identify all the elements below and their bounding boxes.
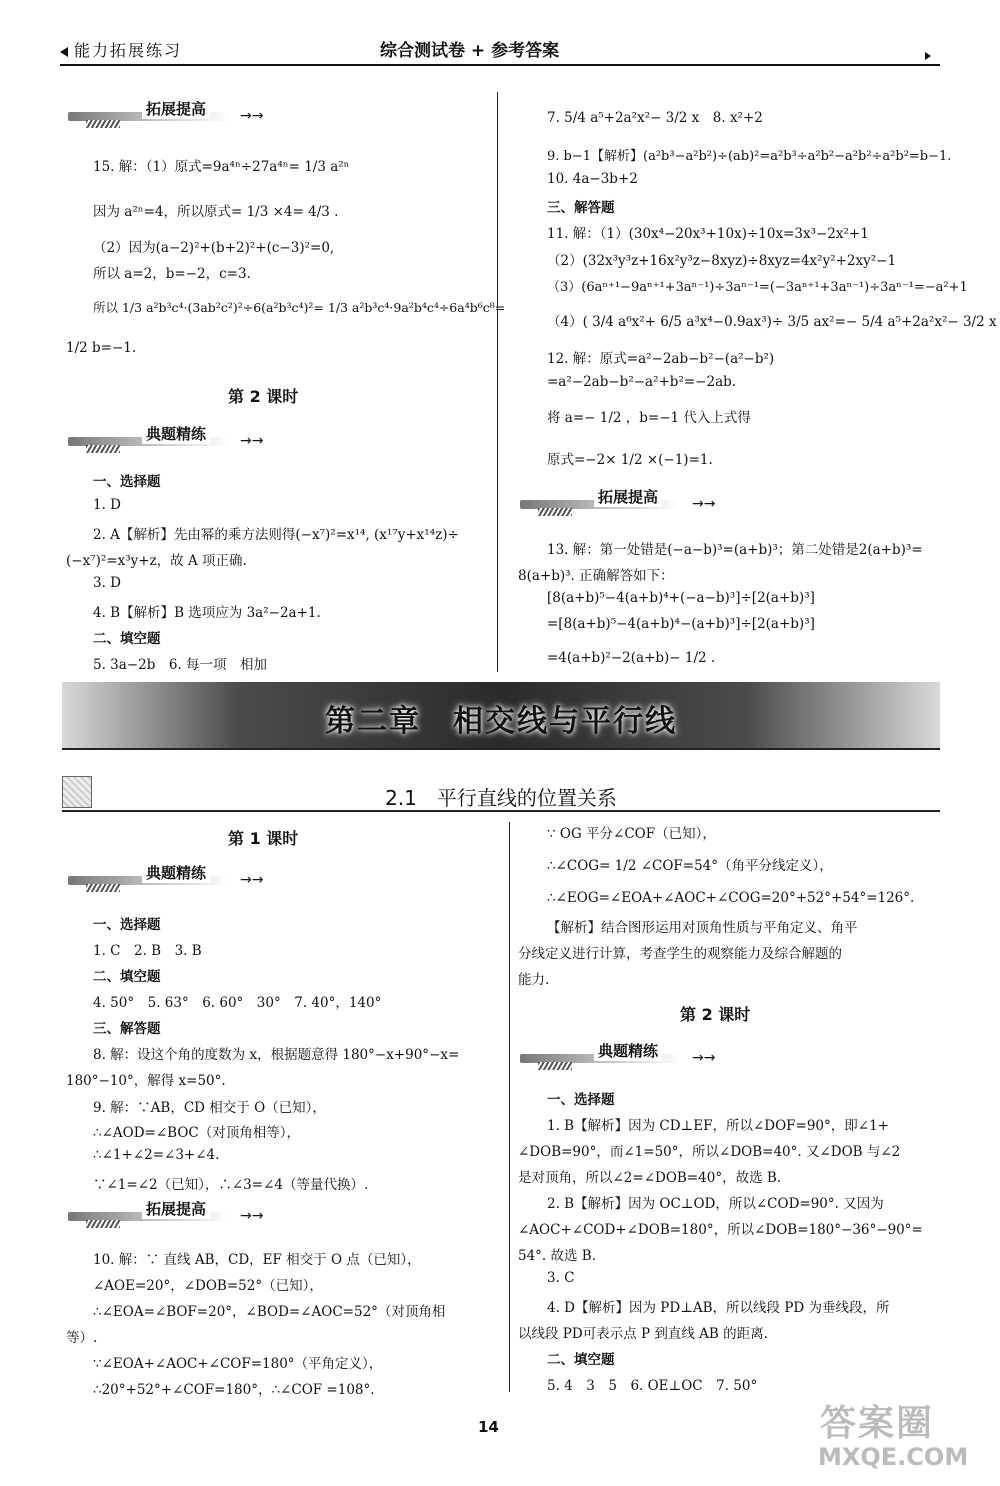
answer-12-line4: 原式=−2× 1/2 ×(−1)=1. [547, 452, 713, 468]
answer-12-line1: 12. 解：原式=a²−2ab−b²−(a²−b²) [547, 351, 775, 367]
left-triangle-icon [60, 47, 68, 57]
section-title-2-1: 2.1 平行直线的位置关系 [385, 786, 617, 810]
answer-b1-line1: 1. B【解析】因为 CD⊥EF，所以∠DOF=90°，即∠1+ [547, 1118, 889, 1134]
answer-9-line4: ∵∠1=∠2（已知），∴∠3=∠4（等量代换）. [93, 1177, 369, 1193]
answer-b1-line3: 是对顶角，所以∠2=∠DOB=40°，故选 B. [518, 1170, 782, 1186]
double-arrow-icon: →→ [692, 496, 716, 512]
section-dianti-1 [68, 423, 278, 457]
q-type-solve-2: 三、解答题 [93, 1021, 161, 1037]
answer-10-line4: 等）. [66, 1330, 98, 1346]
section-title: 拓展提高 [142, 98, 210, 119]
answer-13-line3: [8(a+b)⁵−4(a+b)⁴+(−a−b)³]÷[2(a+b)³] [547, 590, 815, 606]
answer-4-7: 4. 50° 5. 63° 6. 60° 30° 7. 40°，140° [93, 995, 382, 1011]
answer-15-line6: 1/2 b=−1. [66, 340, 137, 356]
answer-10-line1: 10. 解：∵ 直线 AB，CD，EF 相交于 O 点（已知）， [93, 1252, 421, 1268]
answer-10: 10. 4a−3b+2 [547, 171, 638, 187]
section-deco [538, 1062, 572, 1070]
analysis-line1: 【解析】结合图形运用对顶角性质与平角定义、角平 [547, 920, 858, 936]
answer-15-line3: （2）因为(a−2)²+(b+2)²+(c−3)²=0, [93, 240, 335, 256]
answer-8-line1: 8. 解：设这个角的度数为 x，根据题意得 180°−x+90°−x= [93, 1047, 460, 1063]
answer-9: 9. b−1【解析】(a²b³−a²b²)÷(ab)²=a²b³÷a²b²−a²b²÷a²b²=b−1. [547, 149, 952, 164]
answer-13-line4: =[8(a+b)⁵−4(a+b)⁴−(a+b)³]÷[2(a+b)³] [547, 616, 815, 632]
chapter-banner [62, 682, 940, 748]
section-deco [86, 120, 120, 128]
section-dianti-2 [68, 862, 278, 896]
answer-9-line2: ∴∠AOD=∠BOC（对顶角相等）， [93, 1125, 300, 1141]
watermark-text: 答案圈 [820, 1403, 935, 1444]
answer-11-4: （4）( 3/4 a⁶x²+ 6/5 a³x⁴−0.9ax³)÷ 3/5 ax²=− 5/4 a⁵+2a²x²− 3/2 x [547, 314, 997, 330]
analysis-line3: 能力. [518, 972, 550, 988]
section-tuozhan-1 [68, 98, 278, 132]
answer-8-line2: 180°−10°，解得 x=50°. [66, 1073, 226, 1089]
answer-5-6: 5. 3a−2b 6. 每一项 相加 [93, 657, 268, 673]
answer-15-line5: 所以 1/3 a²b³c⁴·(3ab²c²)²÷6(a²b³c⁴)²= 1/3 a²b³c⁴·9a²b⁴c⁴÷6a⁴b⁶c⁸= [93, 300, 506, 315]
double-arrow-icon: →→ [240, 108, 264, 124]
q-type-choice-3: 一、选择题 [547, 1092, 615, 1108]
answer-10-line5: ∵∠EOA+∠AOC+∠COF=180°（平角定义）， [93, 1356, 383, 1372]
column-divider-top [497, 92, 498, 672]
answer-b3: 3. C [547, 1270, 575, 1286]
section-title: 典题精练 [594, 1040, 662, 1061]
answer-9-line3: ∴∠1+∠2=∠3+∠4. [93, 1147, 220, 1163]
section-deco [86, 884, 120, 892]
header-book-title: 能力拓展练习 [74, 41, 183, 60]
header-rule [60, 64, 940, 66]
answer-b1-line2: ∠DOB=90°，而∠1=50°，所以∠DOB=40°. 又∠DOB 与∠2 [518, 1144, 901, 1160]
q-type-solve: 三、解答题 [547, 200, 615, 216]
right-triangle-icon [925, 52, 931, 60]
double-arrow-icon: →→ [240, 433, 264, 449]
answer-10-line2: ∠AOE=20°，∠DOB=52°（已知）， [93, 1278, 323, 1294]
q-type-choice-2: 一、选择题 [93, 917, 161, 933]
answer-7-8: 7. 5/4 a⁵+2a²x²− 3/2 x 8. x²+2 [547, 110, 763, 126]
answer-15-line1: 15. 解：（1）原式=9a⁴ⁿ÷27a⁴ⁿ= 1/3 a²ⁿ [93, 159, 350, 175]
answer-11-3: （3）(6aⁿ⁺¹−9aⁿ⁺¹+3aⁿ⁻¹)÷3aⁿ⁻¹=(−3aⁿ⁺¹+3aⁿ⁻¹)÷3aⁿ⁻¹=−a²+1 [547, 280, 968, 295]
q-type-fill-2: 二、填空题 [93, 969, 161, 985]
watermark-url: MXQE.COM [818, 1443, 969, 1471]
page-number: 14 [478, 1418, 499, 1436]
answer-2: 2. A【解析】先由幂的乘方法则得(−x⁷)²=x¹⁴, (x¹⁷y+x¹⁴z)÷ [93, 527, 459, 543]
answer-b2-line1: 2. B【解析】因为 OC⊥OD，所以∠COD=90°. 又因为 [547, 1196, 884, 1212]
chapter-rule [62, 748, 940, 750]
cont-line1: ∵ OG 平分∠COF（已知）， [547, 826, 716, 842]
cont-line2: ∴∠COG= 1/2 ∠COF=54°（角平分线定义）， [547, 858, 833, 874]
column-divider-bottom [509, 822, 510, 1392]
answer-b2-line2: ∠AOC+∠COD+∠DOB=180°，所以∠DOB=180°−36°−90°= [518, 1222, 923, 1238]
analysis-line2: 分线定义进行计算，考查学生的观察能力及综合解题的 [518, 946, 842, 962]
answer-10-line6: ∴20°+52°+∠COF=180°，∴∠COF =108°. [93, 1382, 375, 1398]
answer-13-line1: 13. 解：第一处错是(−a−b)³=(a+b)³；第二处错是2(a+b)³= [547, 542, 923, 558]
answer-15-line2: 因为 a²ⁿ=4，所以原式= 1/3 ×4= 4/3 . [93, 204, 339, 220]
answer-12-line2: =a²−2ab−b²−a²+b²=−2ab. [547, 374, 737, 390]
q-type-choice: 一、选择题 [93, 474, 161, 490]
section-tuozhan-2 [520, 486, 730, 520]
q-type-fill: 二、填空题 [93, 631, 161, 647]
double-arrow-icon: →→ [692, 1050, 716, 1066]
chapter-title: 第二章 相交线与平行线 [325, 704, 677, 739]
answer-b5-7: 5. 4 3 5 6. OE⊥OC 7. 50° [547, 1378, 758, 1394]
section-2-1-header [62, 776, 940, 812]
answer-10-line3: ∴∠EOA=∠BOF=20°，∠BOD=∠AOC=52°（对顶角相 [93, 1304, 446, 1320]
answer-15-line4: 所以 a=2，b=−2，c=3. [93, 266, 251, 282]
answer-3: 3. D [93, 575, 121, 591]
section-deco [538, 508, 572, 516]
answer-11-1: 11. 解：（1）(30x⁴−20x³+10x)÷10x=3x³−2x²+1 [547, 226, 869, 242]
section-tuozhan-3 [68, 1198, 278, 1232]
section-title: 典题精练 [142, 423, 210, 444]
answer-11-2: （2）(32x³y³z+16x²y³z−8xyz)÷8xyz=4x²y²+2xy²−1 [547, 253, 897, 269]
header-left [60, 38, 182, 61]
answer-13-line5: =4(a+b)²−2(a+b)− 1/2 . [547, 650, 716, 666]
answer-1: 1. D [93, 497, 121, 513]
lesson-2-heading-b: 第 2 课时 [680, 1005, 751, 1024]
answer-13-line2: 8(a+b)³. 正确解答如下： [518, 568, 674, 584]
q-type-fill-3: 二、填空题 [547, 1352, 615, 1368]
cont-line3: ∴∠EOG=∠EOA+∠AOC+∠COG=20°+52°+54°=126°. [547, 890, 915, 906]
answer-b2-line3: 54°. 故选 B. [518, 1248, 597, 1264]
double-arrow-icon: →→ [240, 872, 264, 888]
answer-b4-line1: 4. D【解析】因为 PD⊥AB，所以线段 PD 为垂线段，所 [547, 1300, 890, 1316]
answer-12-line3: 将 a=− 1/2 ，b=−1 代入上式得 [547, 410, 751, 426]
section-title: 拓展提高 [594, 486, 662, 507]
watermark-logo [800, 1395, 990, 1480]
answer-4: 4. B【解析】B 选项应为 3a²−2a+1. [93, 605, 321, 621]
answer-9-line1: 9. 解：∵AB，CD 相交于 O（已知）， [93, 1100, 326, 1116]
answer-b4-line2: 以线段 PD可表示点 P 到直线 AB 的距离. [518, 1326, 768, 1342]
double-arrow-icon: →→ [240, 1208, 264, 1224]
lesson-1-heading: 第 1 课时 [228, 829, 299, 848]
header-title: 综合测试卷 + 参考答案 [380, 41, 560, 61]
section-title: 拓展提高 [142, 1198, 210, 1219]
answer-1-3: 1. C 2. B 3. B [93, 943, 202, 959]
section-deco [86, 1220, 120, 1228]
section-deco [86, 445, 120, 453]
lesson-2-heading: 第 2 课时 [228, 387, 299, 406]
section-dianti-3 [520, 1040, 730, 1074]
section-title: 典题精练 [142, 862, 210, 883]
answer-2-cont: (−x⁷)²=x³y+z，故 A 项正确. [66, 553, 247, 569]
page-header [0, 0, 1000, 70]
